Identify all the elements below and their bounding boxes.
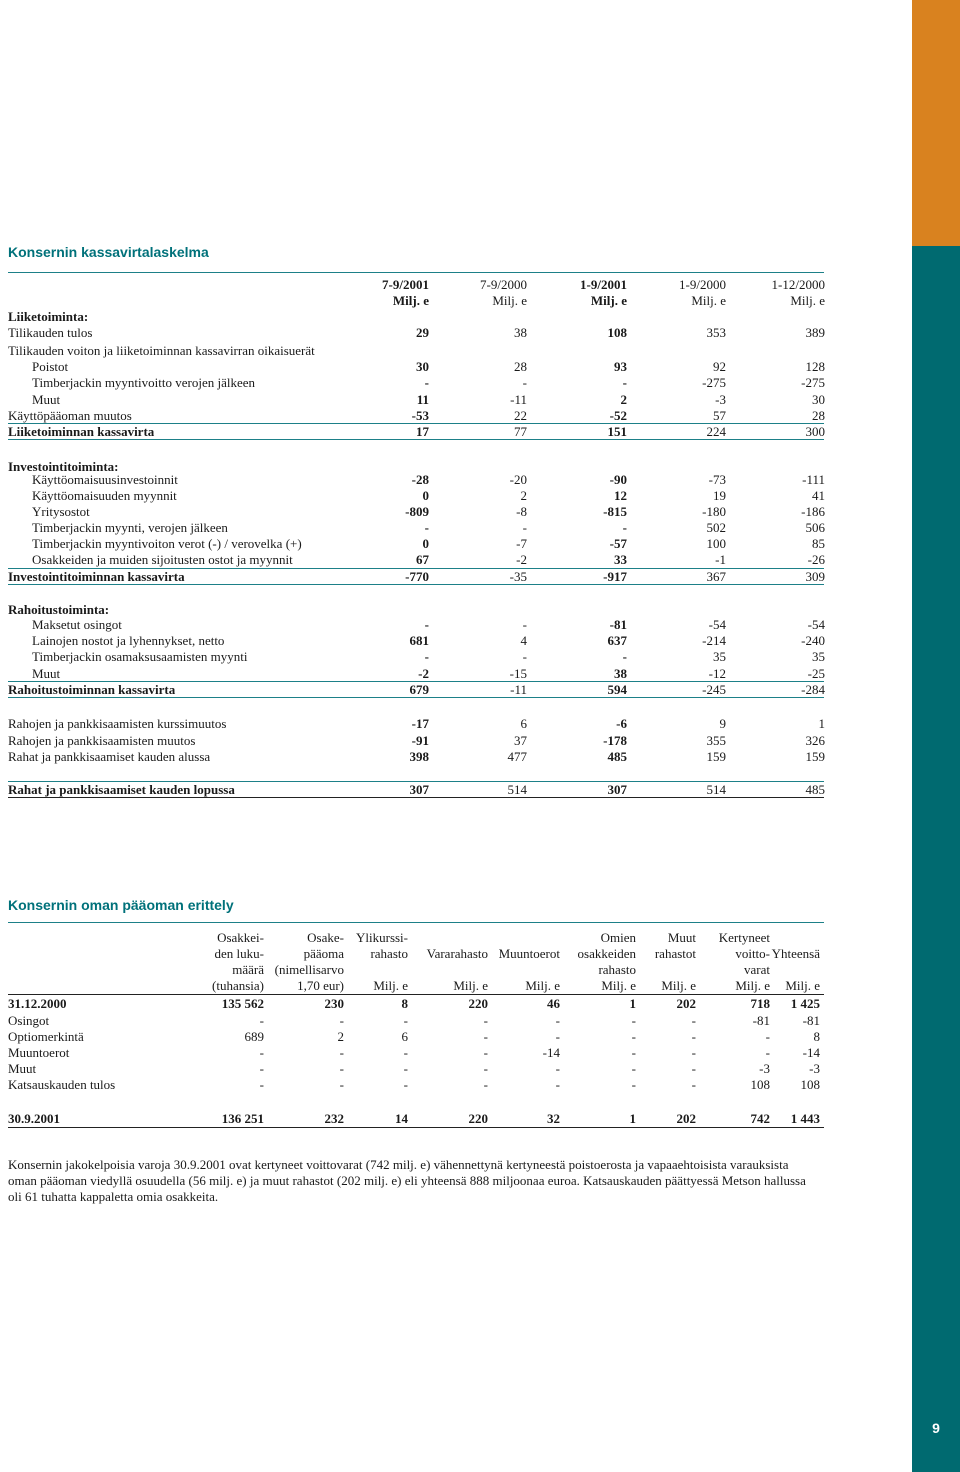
value-cell: 93 <box>614 359 627 374</box>
column-header-line: (nimellisarvo <box>274 962 344 977</box>
column-header-line: Omien <box>600 930 636 945</box>
value-cell: 159 <box>706 749 726 764</box>
value-cell: - <box>622 649 627 664</box>
value-cell: -57 <box>609 536 627 551</box>
row-label: Optiomerkintä <box>8 1029 84 1044</box>
value-cell: - <box>259 1013 264 1028</box>
value-cell: - <box>622 375 627 390</box>
column-header-line: varat <box>744 962 770 977</box>
value-cell: 135 562 <box>221 996 264 1011</box>
value-cell: -54 <box>708 617 726 632</box>
value-cell: - <box>483 1045 488 1060</box>
value-cell: -240 <box>801 633 825 648</box>
value-cell: - <box>555 1061 560 1076</box>
value-cell: 1 <box>629 1111 636 1126</box>
value-cell: 12 <box>614 488 627 503</box>
row-underline <box>8 584 824 585</box>
row-underline <box>8 681 824 682</box>
value-cell: 92 <box>713 359 726 374</box>
value-cell: -275 <box>702 375 726 390</box>
value-cell: 485 <box>805 782 825 797</box>
value-cell: -20 <box>509 472 527 487</box>
row-label: Rahat ja pankkisaamiset kauden lopussa <box>8 782 235 797</box>
cashflow-title: Konsernin kassavirtalaskelma <box>8 244 209 260</box>
value-cell: -111 <box>802 472 825 487</box>
row-underline <box>8 697 824 698</box>
value-cell: 307 <box>409 782 429 797</box>
value-cell: 9 <box>719 716 726 731</box>
value-cell: 355 <box>706 733 726 748</box>
value-cell: - <box>483 1061 488 1076</box>
column-header-line: määrä <box>232 962 264 977</box>
value-cell: - <box>631 1029 636 1044</box>
column-header-line: Milj. e <box>453 978 488 993</box>
column-header-period: 1-9/2000 <box>679 277 726 292</box>
column-header-line: rahasto <box>598 962 636 977</box>
table-row <box>0 359 960 375</box>
value-cell: 30 <box>416 359 429 374</box>
column-header-line: 1,70 eur) <box>297 978 344 993</box>
value-cell: - <box>691 1045 696 1060</box>
value-cell: - <box>339 1077 344 1092</box>
value-cell: - <box>555 1013 560 1028</box>
table-row <box>0 1061 960 1077</box>
table-row <box>0 1045 960 1061</box>
value-cell: -245 <box>702 682 726 697</box>
row-label: 31.12.2000 <box>8 996 67 1011</box>
value-cell: -11 <box>510 392 527 407</box>
value-cell: - <box>691 1029 696 1044</box>
value-cell: - <box>522 617 527 632</box>
value-cell: - <box>631 1045 636 1060</box>
value-cell: - <box>522 375 527 390</box>
value-cell: 32 <box>547 1111 560 1126</box>
table-row <box>0 424 960 440</box>
value-cell: 33 <box>614 552 627 567</box>
value-cell: - <box>259 1077 264 1092</box>
row-label: Timberjackin myynti, verojen jälkeen <box>32 520 228 535</box>
column-header-line: rahastot <box>654 946 696 961</box>
value-cell: -28 <box>411 472 429 487</box>
value-cell: 679 <box>409 682 429 697</box>
value-cell: 681 <box>409 633 429 648</box>
row-label: Tilikauden tulos <box>8 325 93 340</box>
row-label: Maksetut osingot <box>32 617 122 632</box>
value-cell: 742 <box>750 1111 770 1126</box>
column-header-period: 7-9/2000 <box>480 277 527 292</box>
value-cell: - <box>631 1013 636 1028</box>
table-row <box>0 408 960 424</box>
value-cell: 30 <box>812 392 825 407</box>
column-header-period: 7-9/2001 <box>382 277 429 292</box>
value-cell: - <box>483 1077 488 1092</box>
row-label: Investointitoiminta: <box>8 459 119 474</box>
value-cell: 28 <box>812 408 825 423</box>
column-header-line: Kertyneet <box>718 930 770 945</box>
value-cell: 108 <box>750 1077 770 1092</box>
column-header-line: Muuntoerot <box>498 946 560 961</box>
page-number: 9 <box>932 1420 940 1436</box>
value-cell: 202 <box>676 996 696 1011</box>
table-row <box>0 649 960 665</box>
value-cell: 8 <box>401 996 408 1011</box>
value-cell: -178 <box>603 733 627 748</box>
value-cell: 353 <box>706 325 726 340</box>
value-cell: 202 <box>676 1111 696 1126</box>
value-cell: 477 <box>507 749 527 764</box>
column-header-unit: Milj. e <box>392 293 429 308</box>
table-row <box>0 716 960 732</box>
value-cell: 502 <box>706 520 726 535</box>
table-row <box>0 569 960 585</box>
column-header-period: 1-9/2001 <box>580 277 627 292</box>
value-cell: - <box>631 1077 636 1092</box>
value-cell: 57 <box>713 408 726 423</box>
table-row <box>0 552 960 568</box>
value-cell: -186 <box>801 504 825 519</box>
value-cell: -90 <box>609 472 627 487</box>
value-cell: - <box>622 520 627 535</box>
value-cell: -180 <box>702 504 726 519</box>
column-header-unit: Milj. e <box>691 293 726 308</box>
value-cell: 108 <box>607 325 627 340</box>
value-cell: 2 <box>337 1029 344 1044</box>
value-cell: -12 <box>708 666 726 681</box>
column-header-line: Osakkei- <box>217 930 264 945</box>
row-label: Timberjackin osamaksusaamisten myynti <box>32 649 248 664</box>
value-cell: -11 <box>510 682 527 697</box>
row-label: Rahat ja pankkisaamiset kauden alussa <box>8 749 211 764</box>
value-cell: 307 <box>607 782 627 797</box>
value-cell: -54 <box>807 617 825 632</box>
value-cell: 4 <box>520 633 527 648</box>
row-label: Timberjackin myyntivoiton verot (-) / verovelka (+) <box>32 536 302 551</box>
value-cell: - <box>555 1029 560 1044</box>
table-row <box>0 996 960 1012</box>
value-cell: -214 <box>702 633 726 648</box>
row-label: 30.9.2001 <box>8 1111 60 1126</box>
value-cell: - <box>403 1061 408 1076</box>
value-cell: -809 <box>405 504 429 519</box>
table-row <box>0 749 960 765</box>
table-row <box>0 1077 960 1093</box>
value-cell: 1 425 <box>790 996 820 1011</box>
value-cell: -14 <box>542 1045 560 1060</box>
value-cell: -35 <box>509 569 527 584</box>
value-cell: -15 <box>509 666 527 681</box>
value-cell: -770 <box>405 569 429 584</box>
value-cell: - <box>259 1061 264 1076</box>
value-cell: 37 <box>514 733 527 748</box>
row-label: Muut <box>32 666 61 681</box>
value-cell: 77 <box>514 424 527 439</box>
value-cell: - <box>483 1029 488 1044</box>
value-cell: -284 <box>801 682 825 697</box>
row-label: Käyttöomaisuuden myynnit <box>32 488 177 503</box>
row-label: Käyttöpääoman muutos <box>8 408 132 423</box>
value-cell: -275 <box>801 375 825 390</box>
value-cell: - <box>691 1013 696 1028</box>
value-cell: -815 <box>603 504 627 519</box>
value-cell: - <box>403 1013 408 1028</box>
value-cell: 151 <box>607 424 627 439</box>
row-label: Käyttöomaisuusinvestoinnit <box>32 472 178 487</box>
value-cell: 6 <box>520 716 527 731</box>
value-cell: -17 <box>411 716 429 731</box>
value-cell: 300 <box>805 424 825 439</box>
value-cell: 224 <box>706 424 726 439</box>
table-row <box>0 1029 960 1045</box>
value-cell: 159 <box>805 749 825 764</box>
column-header-line: Milj. e <box>785 978 820 993</box>
value-cell: 136 251 <box>221 1111 264 1126</box>
row-label: Muut <box>8 1061 37 1076</box>
value-cell: - <box>339 1045 344 1060</box>
column-header-line: osakkeiden <box>577 946 636 961</box>
row-underline <box>8 797 824 798</box>
value-cell: - <box>522 649 527 664</box>
row-label: Rahojen ja pankkisaamisten kurssimuutos <box>8 716 227 731</box>
row-label: Osakkeiden ja muiden sijoitusten ostot ja myynnit <box>32 552 293 567</box>
value-cell: 22 <box>514 408 527 423</box>
value-cell: -2 <box>516 552 527 567</box>
value-cell: 389 <box>805 325 825 340</box>
row-label: Tilikauden voiton ja liiketoiminnan kassavirran oikaisuerät <box>8 343 315 358</box>
value-cell: - <box>555 1077 560 1092</box>
value-cell: 485 <box>607 749 627 764</box>
table-row <box>0 325 960 341</box>
table-row <box>0 733 960 749</box>
value-cell: 8 <box>813 1029 820 1044</box>
value-cell: 514 <box>507 782 527 797</box>
value-cell: 514 <box>706 782 726 797</box>
value-cell: 2 <box>620 392 627 407</box>
value-cell: - <box>765 1029 770 1044</box>
equity-top-rule <box>8 922 824 923</box>
value-cell: - <box>691 1061 696 1076</box>
value-cell: 689 <box>244 1029 264 1044</box>
column-header-line: Vararahasto <box>426 946 488 961</box>
value-cell: 309 <box>805 569 825 584</box>
value-cell: 0 <box>422 488 429 503</box>
value-cell: -53 <box>411 408 429 423</box>
value-cell: 0 <box>422 536 429 551</box>
value-cell: -26 <box>807 552 825 567</box>
value-cell: - <box>424 617 429 632</box>
row-label: Osingot <box>8 1013 50 1028</box>
value-cell: -81 <box>752 1013 770 1028</box>
table-row <box>0 504 960 520</box>
row-label: Katsauskauden tulos <box>8 1077 116 1092</box>
column-header-line: Milj. e <box>373 978 408 993</box>
value-cell: -3 <box>759 1061 770 1076</box>
value-cell: - <box>259 1045 264 1060</box>
value-cell: -3 <box>809 1061 820 1076</box>
column-header-line: Osake- <box>307 930 344 945</box>
value-cell: 28 <box>514 359 527 374</box>
value-cell: 14 <box>395 1111 408 1126</box>
value-cell: 232 <box>324 1111 344 1126</box>
value-cell: 718 <box>750 996 770 1011</box>
value-cell: -52 <box>609 408 627 423</box>
column-header-line: den luku- <box>214 946 264 961</box>
value-cell: 594 <box>607 682 627 697</box>
value-cell: -6 <box>616 716 627 731</box>
column-header-period: 1-12/2000 <box>771 277 825 292</box>
value-cell: 85 <box>812 536 825 551</box>
value-cell: 220 <box>468 996 488 1011</box>
value-cell: 29 <box>416 325 429 340</box>
column-header-line: Milj. e <box>735 978 770 993</box>
value-cell: 398 <box>409 749 429 764</box>
value-cell: -2 <box>418 666 429 681</box>
table-row <box>0 375 960 391</box>
row-underline <box>8 568 824 569</box>
value-cell: 637 <box>607 633 627 648</box>
column-header-line: Yhteensä <box>771 946 820 961</box>
value-cell: -14 <box>802 1045 820 1060</box>
row-label: Rahoitustoiminta: <box>8 602 110 617</box>
value-cell: -81 <box>802 1013 820 1028</box>
value-cell: 19 <box>713 488 726 503</box>
value-cell: 1 <box>629 996 636 1011</box>
value-cell: 11 <box>416 392 429 407</box>
value-cell: -917 <box>603 569 627 584</box>
row-label: Poistot <box>32 359 69 374</box>
header-underline <box>8 994 824 995</box>
value-cell: 67 <box>416 552 429 567</box>
value-cell: 220 <box>468 1111 488 1126</box>
table-row <box>0 472 960 488</box>
value-cell: 1 <box>818 716 825 731</box>
value-cell: 41 <box>812 488 825 503</box>
value-cell: -3 <box>715 392 726 407</box>
table-row <box>0 392 960 408</box>
value-cell: - <box>522 520 527 535</box>
row-label: Liiketoiminnan kassavirta <box>8 424 155 439</box>
value-cell: -73 <box>708 472 726 487</box>
row-label: Investointitoiminnan kassavirta <box>8 569 185 584</box>
value-cell: -7 <box>516 536 527 551</box>
column-header-line: rahasto <box>370 946 408 961</box>
value-cell: - <box>339 1061 344 1076</box>
row-label: Lainojen nostot ja lyhennykset, netto <box>32 633 225 648</box>
row-label: Rahoitustoiminnan kassavirta <box>8 682 176 697</box>
sidebar-accent-orange <box>912 0 960 246</box>
value-cell: -91 <box>411 733 429 748</box>
column-header-line: Milj. e <box>601 978 636 993</box>
footnote: Konsernin jakokelpoisia varoja 30.9.2001 ovat kertyneet voittovarat (742 milj. e) vähennettynä kertyneestä poistoerosta ja vapaaehtoisista varauksista oman pääoman viedyllä osuudella (56 milj. e) ja muut rahastot (202 milj. e) eli yhteensä 888 miljoonaa euroa. Katsauskauden päättyessä Metson hallussa oli 61 tuhatta kappaletta omia osakkeita. <box>8 1157 806 1204</box>
column-header-line: Muut <box>667 930 696 945</box>
table-row <box>0 666 960 682</box>
column-header-unit: Milj. e <box>492 293 527 308</box>
row-label: Muut <box>32 392 61 407</box>
column-header-unit: Milj. e <box>590 293 627 308</box>
column-header-unit: Milj. e <box>790 293 825 308</box>
row-label: Liiketoiminta: <box>8 309 89 324</box>
column-header-line: (tuhansia) <box>212 978 264 993</box>
value-cell: -25 <box>807 666 825 681</box>
value-cell: - <box>631 1061 636 1076</box>
value-cell: - <box>403 1077 408 1092</box>
value-cell: - <box>403 1045 408 1060</box>
value-cell: 367 <box>706 569 726 584</box>
value-cell: - <box>339 1013 344 1028</box>
cashflow-top-rule <box>8 272 824 273</box>
row-underline <box>8 423 824 424</box>
row-label: Timberjackin myyntivoitto verojen jälkeen <box>32 375 256 390</box>
table-row <box>0 1111 960 1127</box>
value-cell: 128 <box>805 359 825 374</box>
column-header-line: pääoma <box>303 946 344 961</box>
table-row <box>0 488 960 504</box>
table-row <box>0 682 960 698</box>
value-cell: 2 <box>520 488 527 503</box>
value-cell: 38 <box>514 325 527 340</box>
column-header-line: Milj. e <box>525 978 560 993</box>
value-cell: 46 <box>547 996 560 1011</box>
table-row <box>0 343 960 359</box>
equity-title: Konsernin oman pääoman erittely <box>8 897 234 913</box>
value-cell: 100 <box>706 536 726 551</box>
value-cell: - <box>424 520 429 535</box>
value-cell: 17 <box>416 424 429 439</box>
row-underline <box>8 439 824 440</box>
value-cell: 230 <box>324 996 344 1011</box>
value-cell: - <box>691 1077 696 1092</box>
table-row <box>0 633 960 649</box>
table-row <box>0 1013 960 1029</box>
value-cell: - <box>424 649 429 664</box>
table-row <box>0 782 960 798</box>
value-cell: 1 443 <box>790 1111 820 1126</box>
row-underline <box>8 1127 824 1128</box>
row-label: Yritysostot <box>32 504 90 519</box>
value-cell: 35 <box>812 649 825 664</box>
table-row <box>0 309 960 325</box>
value-cell: - <box>483 1013 488 1028</box>
row-label: Rahojen ja pankkisaamisten muutos <box>8 733 196 748</box>
value-cell: - <box>424 375 429 390</box>
value-cell: -1 <box>715 552 726 567</box>
value-cell: 108 <box>800 1077 820 1092</box>
value-cell: -81 <box>609 617 627 632</box>
column-header-line: Ylikurssi- <box>356 930 408 945</box>
column-header-line: Milj. e <box>661 978 696 993</box>
value-cell: 326 <box>805 733 825 748</box>
value-cell: 38 <box>614 666 627 681</box>
table-row <box>0 602 960 618</box>
value-cell: 35 <box>713 649 726 664</box>
table-row <box>0 520 960 536</box>
value-cell: - <box>765 1045 770 1060</box>
column-header-line: voitto- <box>735 946 770 961</box>
table-row <box>0 536 960 552</box>
row-label: Muuntoerot <box>8 1045 70 1060</box>
row-underline <box>8 781 824 782</box>
value-cell: 6 <box>401 1029 408 1044</box>
value-cell: 506 <box>805 520 825 535</box>
table-row <box>0 617 960 633</box>
value-cell: -8 <box>516 504 527 519</box>
